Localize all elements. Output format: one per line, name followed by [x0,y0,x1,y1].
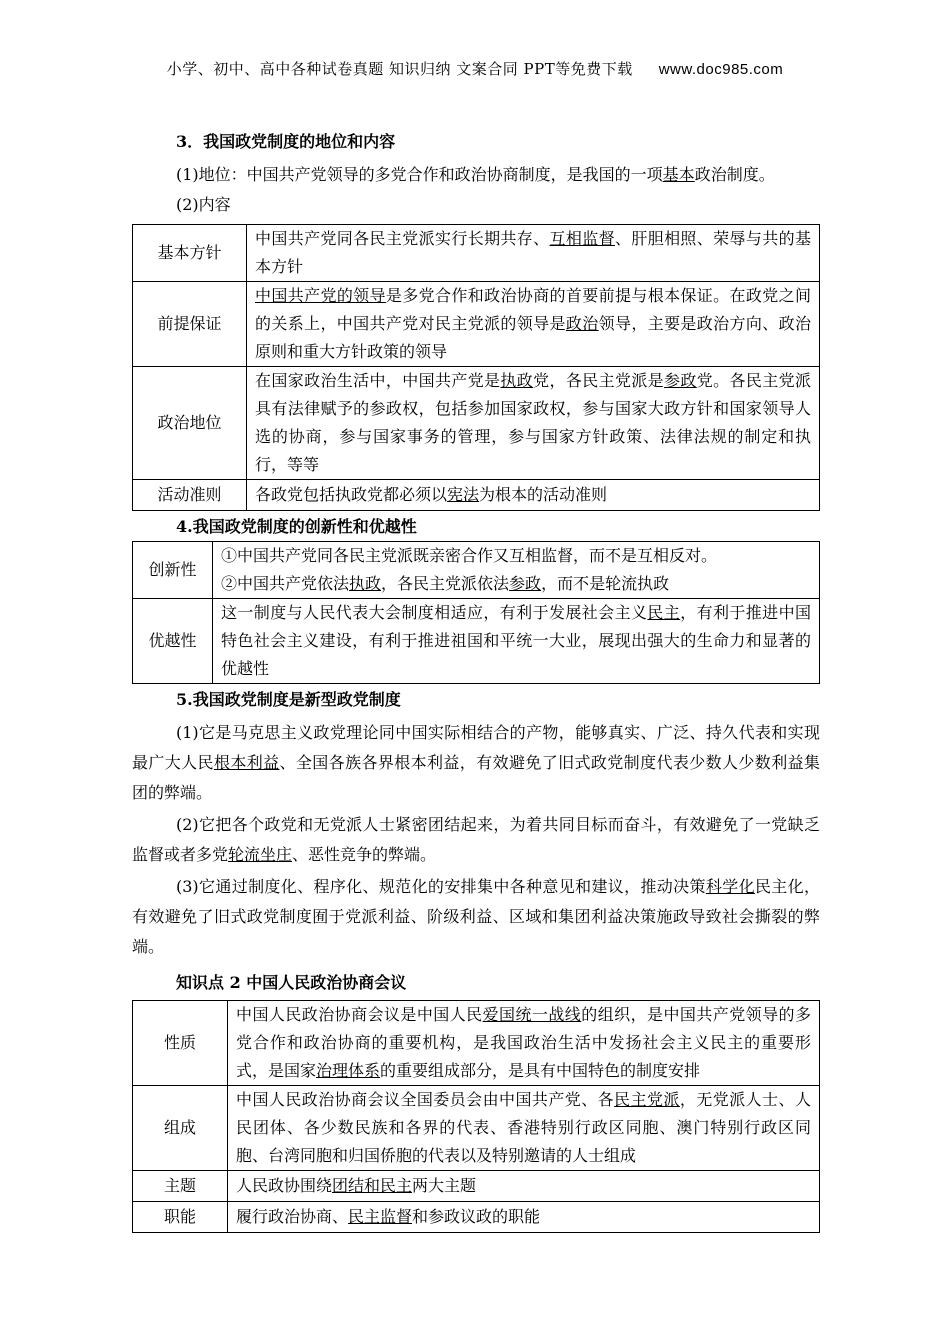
table-row [133,1086,820,1171]
table-row [133,599,820,684]
section-5-p3: (3)它通过制度化、程序化、规范化的安排集中各种意见和建议，推动决策科学化民主化，有效避免了旧式政党制度囿于党派利益、阶级利益、区域和集团利益决策施政导致社会撕裂的弊端。 [132,877,820,956]
row-label: 性质 [133,1001,228,1086]
table-row [133,542,820,599]
row-value: ①中国共产党同各民主党派既亲密合作又互相监督，而不是互相反对。 ②中国共产党依法执政，各民主党派依法参政，而不是轮流执政 [213,542,820,599]
party-system-content-table [132,224,820,511]
row-value: 在国家政治生活中，中国共产党是执政党，各民主党派是参政党。各民主党派具有法律赋予的参政权，包括参加国家政权，参与国家大政方针和国家领导人选的协商，参与国家事务的管理，参与国家方针政策、法律法规的制定和执行，等等 [247,367,820,480]
table-row [133,1202,820,1233]
row-label: 职能 [133,1202,228,1233]
section-5-title: 5.我国政党制度是新型政党制度 [176,690,401,709]
row-label: 活动准则 [133,480,247,511]
table-row [133,1171,820,1202]
table-row [133,367,820,480]
table-row [133,480,820,511]
header-url[interactable]: www.doc985.com [658,61,784,78]
row-value: 中国人民政治协商会议全国委员会由中国共产党、各民主党派，无党派人士、人民团体、各少数民族和各界的代表、香港特别行政区同胞、澳门特别行政区同胞、台湾同胞和归国侨胞的代表以及特别邀请的人士组成 [228,1086,820,1171]
page-header [0,58,950,79]
section-5-p1: (1)它是马克思主义政党理论同中国实际相结合的产物，能够真实、广泛、持久代表和实现最广大人民根本利益、全国各族各界根本利益，有效避免了旧式政党制度代表少数人少数利益集团的弊端。 [132,723,820,802]
row-value: 中国共产党同各民主党派实行长期共存、互相监督、肝胆相照、荣辱与共的基本方针 [247,225,820,282]
row-label: 前提保证 [133,282,247,367]
row-value: 各政党包括执政党都必须以宪法为根本的活动准则 [247,480,820,511]
row-value: 中国共产党的领导是多党合作和政治协商的首要前提与根本保证。在政党之间的关系上，中国共产党对民主党派的领导是政治领导，主要是政治方向、政治原则和重大方针政策的领导 [247,282,820,367]
row-value: 人民政协围绕团结和民主两大主题 [228,1171,820,1202]
knowledge-point-2-title: 知识点 2 中国人民政治协商会议 [176,973,407,992]
section-3-p2: (2)内容 [176,195,231,214]
row-label: 基本方针 [133,225,247,282]
section-4-title: 4.我国政党制度的创新性和优越性 [176,517,417,536]
row-label: 政治地位 [133,367,247,480]
table-row [133,225,820,282]
header-text: 小学、初中、高中各种试卷真题 知识归纳 文案合同 PPT等免费下载 [166,60,633,78]
section-5-p2: (2)它把各个政党和无党派人士紧密团结起来，为着共同目标而奋斗，有效避免了一党缺乏监督或者多党轮流坐庄、恶性竞争的弊端。 [132,815,820,864]
row-label: 组成 [133,1086,228,1171]
cppcc-table [132,1000,820,1233]
table-row [133,282,820,367]
table-row [133,1001,820,1086]
row-label: 主题 [133,1171,228,1202]
row-label: 优越性 [133,599,213,684]
document-body [132,128,820,1233]
row-value: 中国人民政治协商会议是中国人民爱国统一战线的组织，是中国共产党领导的多党合作和政治协商的重要机构，是我国政治生活中发扬社会主义民主的重要形式，是国家治理体系的重要组成部分，是具有中国特色的制度安排 [228,1001,820,1086]
section-3-title: 3．我国政党制度的地位和内容 [176,132,396,151]
row-label: 创新性 [133,542,213,599]
row-value: 履行政治协商、民主监督和参政议政的职能 [228,1202,820,1233]
row-value: 这一制度与人民代表大会制度相适应，有利于发展社会主义民主，有利于推进中国特色社会主义建设，有利于推进祖国和平统一大业，展现出强大的生命力和显著的优越性 [213,599,820,684]
innovation-superiority-table [132,541,820,684]
section-3-p1: (1)地位：中国共产党领导的多党合作和政治协商制度，是我国的一项基本政治制度。 [176,165,775,184]
